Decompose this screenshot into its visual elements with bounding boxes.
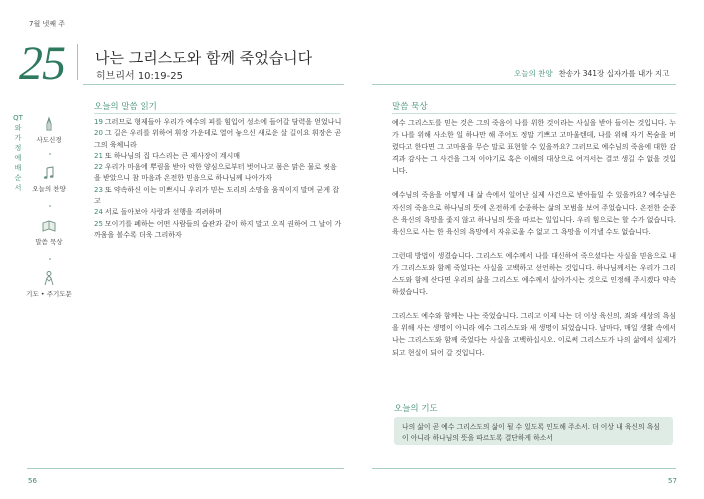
header-rule-right [372, 84, 676, 85]
verse-text: 그러므로 형제들아 우리가 예수의 피를 힘입어 성소에 들어갈 담력을 얻었나니 [104, 118, 342, 126]
page-number-right: 57 [668, 477, 677, 485]
hymn-label: 오늘의 찬양 [514, 69, 553, 78]
sidebar-item-label: 사도신경 [36, 136, 62, 144]
sidebar-item-prayer [24, 270, 74, 298]
verse-list [94, 117, 342, 241]
sidebar-item-meditation [24, 218, 74, 246]
verse-text: 또 약속하신 이는 미쁘시니 우리가 믿는 도리의 소망을 움직이지 말며 굳게 잡고 [94, 185, 340, 206]
verse-25 [94, 219, 342, 242]
prayer-heading: 오늘의 기도 [394, 404, 438, 414]
verse-number: 19 [94, 118, 103, 126]
verse-text: 그 길은 우리를 위하여 휘장 가운데로 열어 놓으신 새로운 살 길이요 휘장은 곧 그의 육체니라 [94, 129, 342, 149]
meditation-paragraph: 그런데 방법이 생겼습니다. 그리스도 예수께서 나를 대신하여 죽으셨다는 사실을 믿음으로 내가 그리스도와 함께 죽었다는 사실을 고백하고 선언하는 것입니다. 하나님께서는 우리가 그리스도와 함께 산다면 우리의 삶을 그리스도 예수께서 살아가시는 것으로 인정해 주시겠다 약속하셨습니다. [392, 251, 676, 297]
prayer-box [394, 417, 673, 445]
divider-dot [49, 205, 51, 207]
page-title: 나는 그리스도와 함께 죽었습니다 [95, 49, 313, 67]
meditation-paragraph: 그리스도 예수와 함께는 나는 죽었습니다. 그리고 이제 나는 더 이상 육신의, 죄와 세상의 욕심을 위해 사는 생명이 아니라 예수 그리스도와 새 생명이 되었습니다. 날마다, 매일 생활 속에서 나는 그리스도와 함께 죽었다는 사실을 고백하십시오. 이로써 그리스도가 나의 삶에서 실제가 되고 현실이 되어 갈 것입니다. [392, 312, 676, 357]
verse-22 [94, 162, 342, 185]
meditation-paragraph: 예수 그리스도를 믿는 것은 그의 죽음이 나를 위한 것이라는 사실을 받아 들이는 것입니다. 누가 나를 위해 사소한 일 하나만 해 주어도 정말 기쁘고 고마울텐데, 나를 위해 자기 목숨을 버렸다고 한다면 그 고마움을 무슨 말로 표현할 수 있을까요? 그러므로 예수님의 죽음에 대한 감격과 감사는 그 사건을 그저 이야기로 혹은 이해의 대상으로 여겨서는 결코 생길 수 없을 것입니다. [392, 119, 676, 176]
sidebar-item-creed [24, 116, 74, 144]
verse-number: 22 [94, 163, 103, 172]
verse-number: 21 [94, 151, 103, 160]
verse-23 [94, 185, 342, 208]
verse-20 [94, 128, 342, 151]
verse-text: 우리가 마음에 뿌림을 받아 악한 양심으로부터 벗어나고 몸은 맑은 물로 씻음을 받았으니 참 마음과 온전한 믿음으로 하나님께 나아가자 [94, 163, 337, 183]
verse-19 [94, 117, 342, 128]
scripture-reference: 히브리서 10:19-25 [96, 71, 183, 82]
footer-rule-right [372, 468, 676, 469]
page-number-left: 56 [28, 477, 37, 485]
verse-text: 서로 돌아보아 사랑과 선행을 격려하며 [104, 208, 223, 217]
hymn-text: 찬송가 341장 십자가를 내가 지고 [558, 69, 670, 78]
sidebar-item-label: 오늘의 찬양 [32, 185, 66, 193]
sidebar-item-hymn [24, 165, 74, 193]
verse-number: 20 [94, 129, 103, 138]
week-label: 7월 넷째 주 [29, 20, 65, 28]
header-rule-left [83, 84, 344, 85]
divider-dot [49, 153, 51, 155]
verse-number: 24 [94, 208, 103, 217]
meditation-body [392, 117, 676, 371]
day-number: 25 [19, 37, 65, 90]
verse-number: 25 [94, 219, 103, 228]
bible-icon [41, 218, 57, 234]
meditation-paragraph: 예수님의 죽음을 어떻게 내 삶 속에서 일어난 실제 사건으로 받아들일 수 있을까요? 예수님은 자신의 죽음으로 하나님의 뜻에 온전하게 순종하는 삶의 모범을 보여 주었습니다. 온전한 순종은 육신의 욕망을 좇지 않고 하나님의 뜻을 따르는 일입니다. 우리 힘으로는 할 수가 없습니다. 육신으로 사는 한 육신의 욕망에서 자유로울 수 없고 그 욕망을 이겨낼 수도 없습니다. [392, 191, 676, 236]
verse-21 [94, 151, 342, 162]
header-divider [77, 44, 78, 80]
reading-heading: 오늘의 말씀 읽기 [94, 102, 157, 112]
meditation-rule [392, 113, 676, 114]
sidebar-title: QT와 가정예배 순서 [13, 114, 23, 192]
verse-24 [94, 207, 342, 218]
divider-dot [49, 258, 51, 260]
sidebar-item-label: 말씀 묵상 [35, 238, 63, 246]
footer-rule-left [27, 468, 344, 469]
verse-number: 23 [94, 185, 103, 194]
meditation-heading: 말씀 묵상 [392, 102, 428, 112]
hymn-line [514, 68, 669, 79]
prayer-text: 나의 삶이 곧 예수 그리스도의 삶이 될 수 있도록 인도해 주소서. 더 이상 내 육신의 욕심이 아니라 하나님의 뜻을 따르도록 결단하게 하소서 [402, 423, 660, 442]
prayer-hands-icon [41, 116, 57, 132]
praying-person-icon [41, 270, 57, 286]
music-note-icon [41, 165, 57, 181]
verse-text: 모이기를 폐하는 어떤 사람들의 습관과 같이 하지 말고 오직 권하여 그 날이 가까움을 볼수록 더욱 그리하자 [94, 219, 342, 239]
sidebar-item-label: 기도 • 주기도문 [26, 290, 72, 298]
reading-rule [94, 113, 340, 114]
verse-text: 또 하나님의 집 다스리는 큰 제사장이 계시매 [104, 151, 240, 160]
